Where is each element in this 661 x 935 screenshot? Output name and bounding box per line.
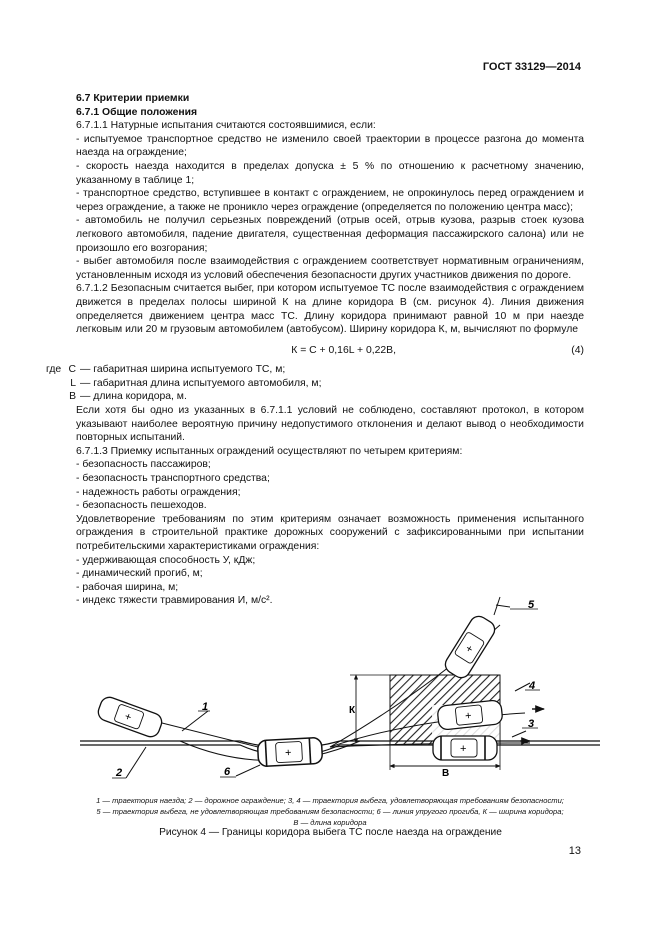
label-1: 1 bbox=[202, 701, 209, 713]
label-2: 2 bbox=[116, 767, 123, 779]
where-row bbox=[46, 390, 584, 404]
condition-4: - автомобиль не получил серьезных повреждений (отрыв осей, отрыв кузова, разрыв стоек кузова легкового автомобиля, падение двигателя, существенная деформация пассажирского салона) или не произошло его возгорания; bbox=[76, 215, 584, 254]
page-number: 13 bbox=[568, 845, 581, 857]
characteristic-item: - динамический прогиб, м; bbox=[76, 568, 203, 580]
where-row bbox=[46, 363, 584, 377]
svg-text:+: + bbox=[460, 743, 467, 755]
clause-6712: 6.7.1.2 Безопасным считается выбег, при котором испытуемое ТС после взаимодействия с ограждением движется в пределах полосы шириной К на длине коридора В (см. рисунок 4). Линия движения определяется движением центра масс ТС. Длину коридора принимают равной 10 м при наезде легковым или 20 м грузовым автомобилем (автобусом). Ширину коридора К, м, вычисляют по формуле bbox=[76, 283, 584, 336]
criterion-item: - надежность работы ограждения; bbox=[76, 486, 241, 498]
car-exit-safe-3 bbox=[433, 736, 497, 760]
formula-number: (4) bbox=[571, 344, 584, 356]
svg-text:+: + bbox=[464, 709, 473, 723]
figure-legend bbox=[50, 795, 610, 828]
svg-text:+: + bbox=[284, 746, 292, 760]
where-text: — габаритная длина испытуемого автомобиля, м; bbox=[80, 377, 322, 389]
clause-6713: 6.7.1.3 Приемку испытанных ограждений осуществляют по четырем критериям: bbox=[76, 445, 463, 457]
car-impact bbox=[257, 737, 322, 766]
where-word: где bbox=[46, 364, 62, 376]
svg-text:+: + bbox=[463, 643, 477, 655]
svg-text:+: + bbox=[122, 710, 134, 725]
section-title: 6.7 Критерии приемки bbox=[76, 93, 190, 104]
where-row bbox=[46, 377, 584, 391]
where-text: — габаритная ширина испытуемого ТС, м; bbox=[80, 364, 286, 376]
where-block bbox=[46, 363, 584, 404]
condition-5: - выбег автомобиля после взаимодействия с ограждением соответствует нормативным ограничениям, установленным исходя из условий обеспечения безопасности других участников движения по дороге. bbox=[76, 256, 584, 281]
label-6: 6 bbox=[224, 766, 231, 778]
condition-1: - испытуемое транспортное средство не изменило своей траектории в процессе разгона до момента наезда на ограждение; bbox=[76, 133, 584, 159]
where-symbol: В bbox=[69, 391, 76, 403]
label-5: 5 bbox=[528, 599, 535, 611]
subsection-title: 6.7.1 Общие положения bbox=[76, 106, 198, 118]
criterion-item: - безопасность транспортного средства; bbox=[76, 473, 270, 485]
failure-paragraph: Если хотя бы одно из указанных в 6.7.1.1 условий не соблюдено, составляют протокол, в котором указывают наиболее вероятную причину недопустимого отклонения и делают вывод о необходимости повторных испытаний. bbox=[76, 405, 584, 444]
where-symbol: С bbox=[68, 364, 76, 376]
figure-4-diagram bbox=[60, 595, 600, 790]
legend-line: В — длина коридора bbox=[293, 818, 367, 827]
standard-header: ГОСТ 33129—2014 bbox=[482, 61, 581, 73]
car-exit-unsafe bbox=[442, 613, 498, 681]
condition-2: - скорость наезда находится в пределах допуска ± 5 % по отношению к расчетному значению, указанному в таблице 1; bbox=[76, 160, 584, 186]
car-approach bbox=[96, 695, 164, 739]
legend-line: 5 — траектория выбега, не удовлетворяющая требованиям безопасности; 6 — линия упругого прогиба, К — ширина коридора; bbox=[96, 807, 564, 816]
characteristic-item: - рабочая ширина, м; bbox=[76, 581, 179, 593]
criterion-item: - безопасность пассажиров; bbox=[76, 459, 211, 471]
formula-row bbox=[76, 344, 584, 358]
characteristic-item: - удерживающая способность У, кДж; bbox=[76, 554, 256, 566]
where-text: — длина коридора, м. bbox=[80, 391, 187, 403]
legend-line: 1 — траектория наезда; 2 — дорожное ограждение; 3, 4 — траектория выбега, удовлетворяющая требованиям безопасности; bbox=[96, 796, 564, 805]
criterion-item: - безопасность пешеходов. bbox=[76, 500, 207, 512]
satisfy-paragraph: Удовлетворение требованиям по этим критериям означает возможность применения испытанного ограждения в строительной практике дорожных сооружений с зафиксированными при испытании потребительскими характеристиками ограждения: bbox=[76, 513, 584, 552]
k-label: К bbox=[349, 705, 356, 716]
body-text bbox=[46, 92, 584, 608]
label-4: 4 bbox=[529, 680, 536, 692]
condition-3: - транспортное средство, вступившее в контакт с ограждением, не опрокинулось перед ограждением и через ограждение, а также не проникло через ограждение (определяется по положению центра масс); bbox=[76, 188, 584, 213]
formula: К = С + 0,16L + 0,22В, bbox=[291, 344, 397, 356]
clause-6711: 6.7.1.1 Натурные испытания считаются состоявшимися, если: bbox=[76, 120, 376, 132]
where-symbol: L bbox=[70, 377, 76, 389]
b-label: В bbox=[442, 768, 450, 779]
label-3: 3 bbox=[528, 718, 535, 730]
figure-caption: Рисунок 4 — Границы коридора выбега ТС после наезда на ограждение bbox=[159, 827, 502, 838]
characteristic-item: - индекс тяжести травмирования И, м/с². bbox=[76, 595, 273, 607]
